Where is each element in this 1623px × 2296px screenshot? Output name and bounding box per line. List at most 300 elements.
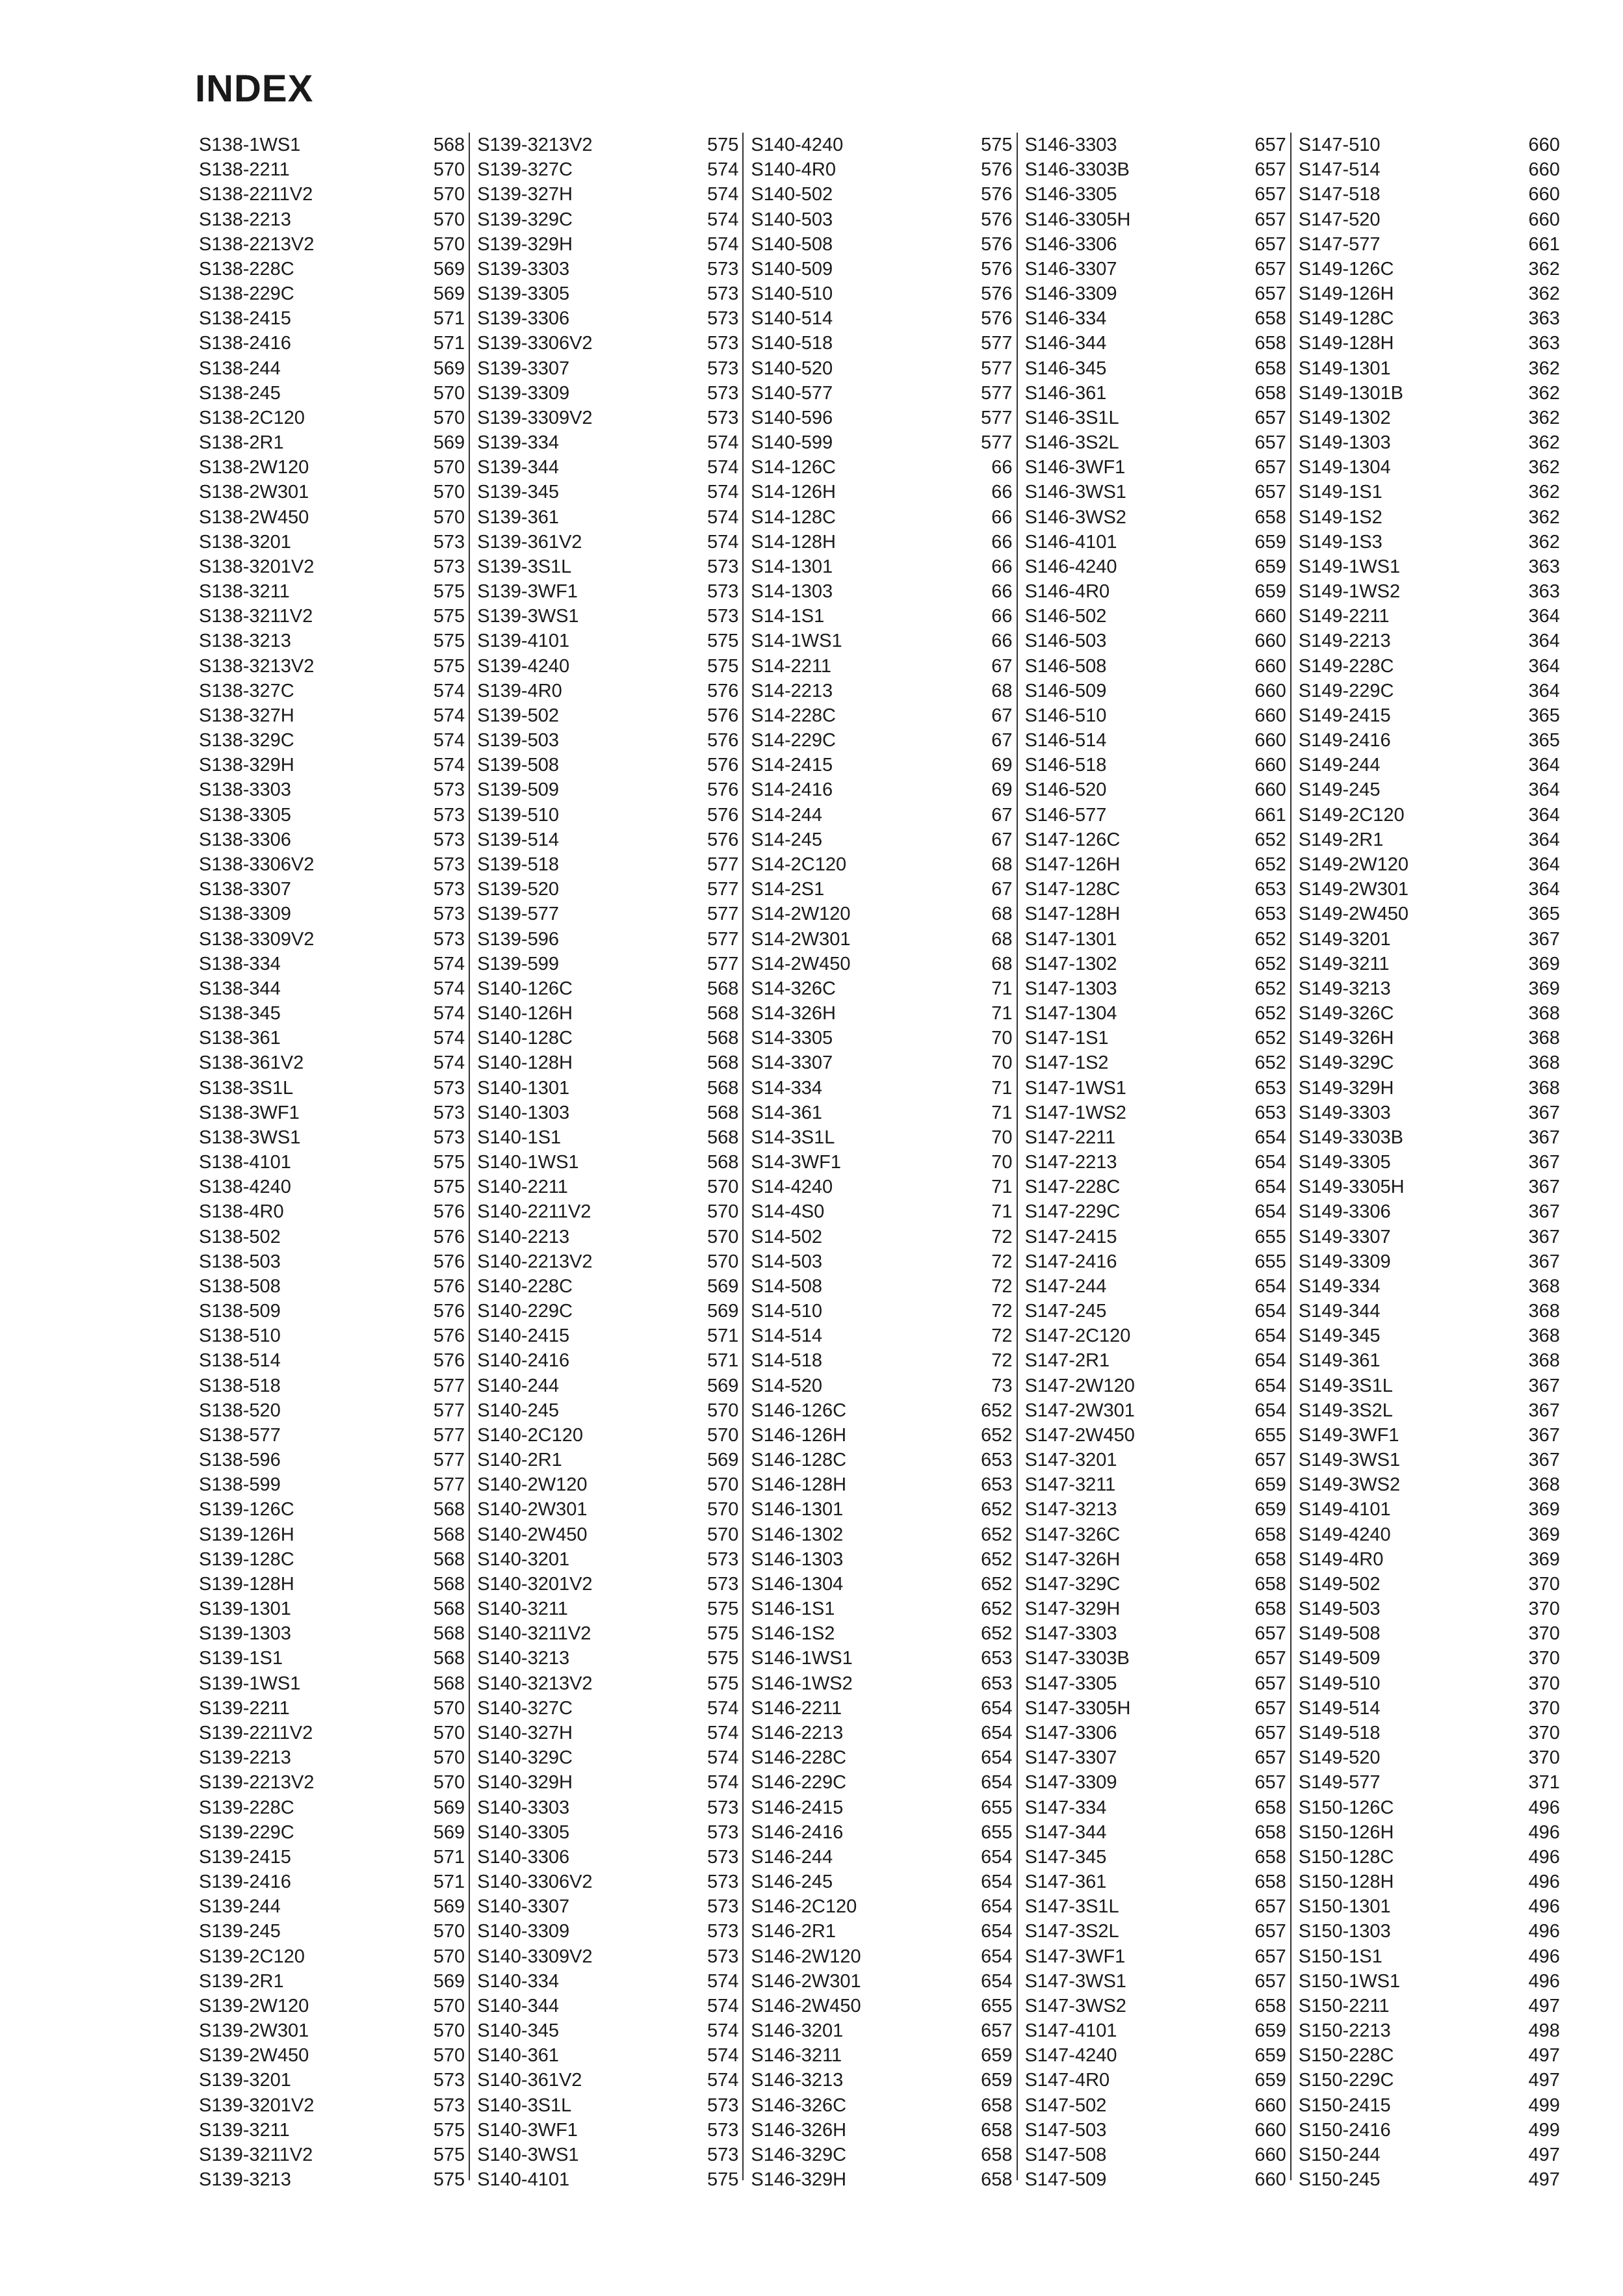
index-entry — [1025, 430, 1286, 455]
part-number: S147-3S2L — [1024, 1921, 1119, 1942]
index-entry — [199, 281, 465, 306]
index-entry — [199, 455, 465, 480]
index-entry — [1025, 679, 1286, 703]
page-number: 573 — [707, 1797, 739, 1818]
index-entry — [1299, 728, 1560, 753]
page-number: 659 — [1254, 2020, 1286, 2042]
part-number: S138-3213 — [199, 631, 291, 652]
index-entry — [1025, 1398, 1286, 1423]
part-number: S14-503 — [751, 1251, 823, 1272]
part-number: S139-2W450 — [199, 2045, 309, 2067]
page-number: 370 — [1528, 1623, 1560, 1645]
index-entry — [751, 430, 1012, 455]
index-entry — [1299, 1621, 1560, 1646]
index-entry — [1299, 654, 1560, 679]
index-entry — [1025, 2043, 1286, 2068]
index-entry — [751, 1621, 1012, 1646]
page-number: 575 — [433, 655, 465, 677]
part-number: S14-326C — [751, 978, 836, 999]
page-number: 363 — [1528, 581, 1560, 603]
index-entry — [1299, 1522, 1560, 1547]
part-number: S147-228C — [1024, 1177, 1121, 1198]
index-entry — [751, 1696, 1012, 1721]
index-entry — [477, 1324, 738, 1348]
part-number: S139-518 — [477, 854, 559, 875]
part-number: S146-3303 — [1024, 135, 1117, 155]
page-number: 362 — [1528, 382, 1560, 404]
page-number: 577 — [981, 382, 1013, 404]
part-number: S14-126C — [751, 457, 836, 478]
part-number: S140-344 — [477, 1995, 559, 2016]
index-entry — [1025, 554, 1286, 579]
page-number: 66 — [991, 482, 1013, 503]
page-number: 655 — [981, 1821, 1013, 1843]
index-entry — [477, 406, 738, 430]
index-entry — [1025, 828, 1286, 852]
index-entry — [1299, 1547, 1560, 1572]
index-entry — [199, 976, 465, 1001]
page-number: 657 — [1254, 258, 1286, 280]
part-number: S149-2W120 — [1298, 854, 1409, 875]
page-number: 657 — [1254, 407, 1286, 428]
index-entry — [1299, 554, 1560, 579]
index-entry — [1025, 1150, 1286, 1175]
index-entry — [751, 629, 1012, 653]
index-entry — [751, 604, 1012, 629]
page-number: 575 — [433, 1177, 465, 1198]
index-entry — [477, 331, 738, 356]
page-number: 659 — [1254, 581, 1286, 603]
index-entry — [199, 157, 465, 182]
page-number: 574 — [707, 1723, 739, 1743]
index-entry — [1299, 356, 1560, 381]
part-number: S138-329H — [199, 755, 294, 776]
page-number: 73 — [991, 1375, 1013, 1396]
page-number: 654 — [1254, 1325, 1286, 1347]
index-entry — [199, 1026, 465, 1050]
part-number: S146-1303 — [751, 1548, 844, 1570]
part-number: S146-228C — [751, 1747, 847, 1769]
index-entry — [477, 530, 738, 554]
index-entry — [477, 1919, 738, 1944]
part-number: S146-361 — [1024, 382, 1107, 404]
index-entry — [1025, 1894, 1286, 1919]
page-number: 654 — [1254, 1177, 1286, 1198]
part-number: S146-329H — [751, 2169, 847, 2191]
page-number: 574 — [707, 432, 739, 454]
index-entry — [1025, 1969, 1286, 1994]
part-number: S138-2213 — [199, 209, 291, 230]
page-number: 659 — [1254, 1474, 1286, 1496]
index-entry — [1025, 232, 1286, 257]
part-number: S147-4101 — [1024, 2020, 1117, 2042]
page-number: 576 — [981, 308, 1013, 330]
part-number: S146-1302 — [751, 1524, 844, 1545]
part-number: S138-3309V2 — [199, 928, 315, 950]
index-entry — [1025, 1374, 1286, 1398]
page-number: 68 — [991, 854, 1013, 875]
index-entry — [199, 406, 465, 430]
page-number: 568 — [433, 1499, 465, 1520]
page-number: 658 — [1254, 1548, 1286, 1570]
index-entry — [1299, 877, 1560, 902]
index-entry — [751, 1175, 1012, 1199]
part-number: S149-3WF1 — [1298, 1424, 1399, 1446]
index-entry — [199, 2167, 465, 2192]
index-entry — [1025, 1497, 1286, 1522]
part-number: S139-2213 — [199, 1747, 291, 1769]
index-entry — [199, 1944, 465, 1969]
index-entry — [1025, 2093, 1286, 2118]
part-number: S14-508 — [751, 1275, 823, 1297]
part-number: S138-502 — [199, 1226, 281, 1247]
page-number: 660 — [1254, 631, 1286, 652]
index-entry — [1025, 306, 1286, 331]
part-number: S149-2W450 — [1298, 904, 1409, 925]
index-entry — [1025, 157, 1286, 182]
page-number: 574 — [433, 953, 465, 974]
page-number: 68 — [991, 953, 1013, 974]
page-number: 576 — [433, 1251, 465, 1272]
part-number: S149-2211 — [1298, 606, 1390, 627]
page-number: 575 — [707, 655, 739, 677]
index-entry — [199, 1324, 465, 1348]
part-number: S149-345 — [1298, 1325, 1381, 1347]
page-number: 570 — [433, 184, 465, 205]
page-number: 66 — [991, 531, 1013, 553]
index-entry — [477, 257, 738, 281]
index-entry — [477, 505, 738, 530]
page-number: 364 — [1528, 631, 1560, 652]
part-number: S140-229C — [477, 1301, 573, 1322]
part-number: S14-1301 — [751, 556, 833, 577]
page-number: 68 — [991, 680, 1013, 701]
index-entry — [477, 604, 738, 629]
part-number: S140-361 — [477, 2045, 559, 2067]
part-number: S147-361 — [1024, 1872, 1107, 1893]
part-number: S138-2W450 — [199, 506, 309, 528]
index-entry — [199, 927, 465, 952]
part-number: S146-508 — [1024, 655, 1107, 677]
part-number: S140-3201 — [477, 1548, 570, 1570]
index-entry — [199, 777, 465, 802]
index-entry — [1299, 1820, 1560, 1845]
index-entry — [1299, 406, 1560, 430]
part-number: S139-520 — [477, 879, 559, 900]
index-entry — [751, 1324, 1012, 1348]
part-number: S14-502 — [751, 1226, 823, 1247]
page-number: 659 — [981, 2070, 1013, 2091]
index-entry — [751, 927, 1012, 952]
index-entry — [199, 1374, 465, 1398]
index-entry — [751, 703, 1012, 728]
part-number: S140-3211V2 — [477, 1623, 591, 1645]
part-number: S150-244 — [1298, 2144, 1381, 2165]
page-number: 575 — [707, 1623, 739, 1645]
part-number: S149-2415 — [1298, 705, 1391, 726]
page-number: 657 — [1254, 432, 1286, 454]
index-entry — [199, 1497, 465, 1522]
page-number: 658 — [1254, 308, 1286, 330]
index-entry — [751, 530, 1012, 554]
index-entry — [751, 1646, 1012, 1671]
part-number: S140-1301 — [477, 1077, 570, 1099]
index-entry — [477, 1522, 738, 1547]
part-number: S146-3201 — [751, 2020, 844, 2042]
part-number: S147-2416 — [1024, 1251, 1117, 1272]
index-entry — [751, 777, 1012, 802]
page-number: 660 — [1528, 209, 1560, 230]
page-number: 657 — [1254, 457, 1286, 478]
index-entry — [1025, 356, 1286, 381]
page-number: 571 — [433, 1846, 465, 1868]
part-number: S146-3S2L — [1024, 432, 1119, 454]
part-number: S138-361V2 — [199, 1052, 304, 1074]
part-number: S146-1S1 — [751, 1598, 835, 1620]
index-entry — [1299, 1845, 1560, 1870]
part-number: S147-128C — [1024, 879, 1121, 900]
part-number: S140-577 — [751, 382, 833, 404]
part-number: S149-520 — [1298, 1747, 1381, 1769]
index-entry — [1025, 530, 1286, 554]
page-number: 368 — [1528, 1275, 1560, 1297]
index-entry — [477, 1225, 738, 1249]
page-number: 367 — [1528, 1102, 1560, 1123]
index-entry — [751, 728, 1012, 753]
page-number: 369 — [1528, 1499, 1560, 1520]
part-number: S138-509 — [199, 1301, 281, 1322]
part-number: S149-2R1 — [1298, 829, 1384, 850]
part-number: S14-514 — [751, 1325, 823, 1347]
page-number: 654 — [1254, 1350, 1286, 1372]
part-number: S140-4101 — [477, 2169, 570, 2191]
index-entry — [1025, 777, 1286, 802]
index-entry — [199, 753, 465, 777]
page-number: 653 — [981, 1673, 1013, 1694]
index-entry — [477, 629, 738, 653]
page-number: 368 — [1528, 1003, 1560, 1024]
part-number: S140-2415 — [477, 1325, 570, 1347]
page-number: 576 — [433, 1226, 465, 1247]
index-entry — [477, 1299, 738, 1324]
part-number: S139-1301 — [199, 1598, 291, 1620]
page-number: 573 — [707, 1821, 739, 1843]
part-number: S147-1302 — [1024, 953, 1117, 974]
part-number: S150-128H — [1298, 1872, 1394, 1893]
index-entry — [477, 1348, 738, 1373]
index-entry — [199, 1423, 465, 1448]
page-number: 658 — [1254, 333, 1286, 354]
part-number: S139-1303 — [199, 1623, 291, 1645]
part-number: S149-326H — [1298, 1028, 1394, 1049]
index-entry — [199, 1597, 465, 1621]
part-number: S147-2W450 — [1024, 1424, 1135, 1446]
index-entry — [1299, 1448, 1560, 1472]
index-entry — [1025, 1274, 1286, 1299]
part-number: S149-326C — [1298, 1003, 1394, 1024]
part-number: S149-3WS2 — [1298, 1474, 1401, 1496]
part-number: S149-4R0 — [1298, 1548, 1384, 1570]
page-number: 657 — [981, 2020, 1013, 2042]
index-entry — [1025, 1745, 1286, 1770]
part-number: S150-2415 — [1298, 2094, 1391, 2116]
index-entry — [199, 654, 465, 679]
index-entry — [477, 2043, 738, 2068]
page-number: 570 — [433, 2045, 465, 2067]
page-number: 576 — [981, 283, 1013, 305]
part-number: S149-3201 — [1298, 928, 1391, 950]
part-number: S147-2W301 — [1024, 1400, 1135, 1421]
part-number: S140-3306V2 — [477, 1872, 593, 1893]
page-number: 576 — [433, 1325, 465, 1347]
page-number: 660 — [1254, 755, 1286, 776]
page-number: 573 — [433, 779, 465, 801]
page-number: 660 — [1254, 705, 1286, 726]
part-number: S140-3309 — [477, 1921, 570, 1942]
part-number: S138-2211 — [199, 159, 290, 181]
part-number: S138-599 — [199, 1474, 281, 1496]
part-number: S138-3303 — [199, 779, 291, 801]
part-number: S140-3213V2 — [477, 1673, 593, 1694]
index-entry — [477, 182, 738, 207]
page-number: 570 — [433, 457, 465, 478]
page-number: 653 — [1254, 904, 1286, 925]
page-number: 659 — [1254, 531, 1286, 553]
index-entry — [199, 1199, 465, 1224]
part-number: S147-3305 — [1024, 1673, 1117, 1694]
page-number: 573 — [707, 2119, 739, 2141]
part-number: S146-245 — [751, 1872, 833, 1893]
part-number: S139-229C — [199, 1821, 294, 1843]
index-entry — [477, 976, 738, 1001]
part-number: S139-3309V2 — [477, 407, 593, 428]
part-number: S140-2W120 — [477, 1474, 588, 1496]
part-number: S149-128H — [1298, 333, 1394, 354]
page-number: 654 — [981, 1846, 1013, 1868]
index-entry — [199, 331, 465, 356]
page-number: 70 — [991, 1127, 1013, 1148]
index-entry — [751, 1497, 1012, 1522]
index-entry — [199, 1919, 465, 1944]
part-number: S139-3213V2 — [477, 135, 593, 155]
page-number: 652 — [1254, 1028, 1286, 1049]
index-entry — [1025, 927, 1286, 952]
index-entry — [1025, 1795, 1286, 1820]
index-entry — [199, 952, 465, 976]
index-entry — [1025, 1225, 1286, 1249]
index-entry — [477, 1597, 738, 1621]
part-number: S140-2C120 — [477, 1424, 584, 1446]
index-entry — [1025, 1026, 1286, 1050]
page-number: 576 — [707, 705, 739, 726]
page-number: 365 — [1528, 730, 1560, 751]
index-entry — [751, 157, 1012, 182]
part-number: S139-3306 — [477, 308, 570, 330]
page-number: 72 — [991, 1350, 1013, 1372]
part-number: S138-2R1 — [199, 432, 284, 454]
page-number: 364 — [1528, 854, 1560, 875]
page-number: 568 — [433, 1623, 465, 1645]
index-entry — [1299, 1696, 1560, 1721]
index-entry — [477, 1497, 738, 1522]
index-entry — [199, 1870, 465, 1894]
part-number: S146-326C — [751, 2094, 847, 2116]
page-number: 570 — [433, 1723, 465, 1743]
part-number: S140-4R0 — [751, 159, 836, 181]
part-number: S14-1S1 — [751, 606, 825, 627]
page-number: 659 — [1254, 2045, 1286, 2067]
page-number: 570 — [707, 1474, 739, 1496]
page-number: 70 — [991, 1028, 1013, 1049]
index-entry — [1299, 530, 1560, 554]
index-entry — [1025, 579, 1286, 604]
index-entry — [751, 406, 1012, 430]
part-number: S149-3307 — [1298, 1226, 1391, 1247]
part-number: S146-2R1 — [751, 1921, 836, 1942]
part-number: S150-126C — [1298, 1797, 1394, 1818]
index-entry — [1025, 1448, 1286, 1472]
page-number: 576 — [433, 1301, 465, 1322]
part-number: S146-3309 — [1024, 283, 1117, 305]
part-number: S146-3WS1 — [1024, 482, 1126, 503]
page-number: 362 — [1528, 258, 1560, 280]
part-number: S139-329C — [477, 209, 573, 230]
page-number: 497 — [1528, 2070, 1560, 2091]
index-entry — [1299, 1324, 1560, 1348]
part-number: S147-3213 — [1024, 1499, 1117, 1520]
index-entry — [477, 1374, 738, 1398]
page-number: 658 — [981, 2169, 1013, 2191]
page-number: 658 — [1254, 1797, 1286, 1818]
part-number: S147-508 — [1024, 2144, 1107, 2165]
part-number: S147-518 — [1298, 184, 1381, 205]
index-entry — [477, 356, 738, 381]
page-number: 570 — [433, 1946, 465, 1967]
part-number: S146-4R0 — [1024, 581, 1110, 603]
page-number: 367 — [1528, 1424, 1560, 1446]
part-number: S146-2211 — [751, 1697, 842, 1719]
page-number: 575 — [707, 1648, 739, 1669]
page-number: 652 — [981, 1424, 1013, 1446]
part-number: S139-3213 — [199, 2169, 291, 2191]
index-entry — [199, 2018, 465, 2043]
page-number: 655 — [981, 1995, 1013, 2016]
page-number: 660 — [1254, 2094, 1286, 2116]
index-entry — [751, 1597, 1012, 1621]
part-number: S147-245 — [1024, 1301, 1107, 1322]
index-entry — [199, 1547, 465, 1572]
index-entry — [477, 728, 738, 753]
part-number: S14-2416 — [751, 779, 833, 801]
index-entry — [751, 356, 1012, 381]
part-number: S149-3303 — [1298, 1102, 1391, 1123]
index-entry — [1299, 1795, 1560, 1820]
part-number: S147-334 — [1024, 1797, 1107, 1818]
page-number: 499 — [1528, 2119, 1560, 2141]
index-entry — [199, 356, 465, 381]
index-entry — [477, 1125, 738, 1150]
page-number: 654 — [1254, 1275, 1286, 1297]
page-number: 573 — [433, 804, 465, 826]
index-entry — [199, 530, 465, 554]
index-entry — [1299, 1646, 1560, 1671]
part-number: S140-2211 — [477, 1177, 568, 1198]
part-number: S140-3309V2 — [477, 1946, 593, 1967]
page-number: 364 — [1528, 606, 1560, 627]
index-column — [742, 133, 1016, 2191]
part-number: S14-126H — [751, 482, 836, 503]
page-number: 370 — [1528, 1648, 1560, 1669]
